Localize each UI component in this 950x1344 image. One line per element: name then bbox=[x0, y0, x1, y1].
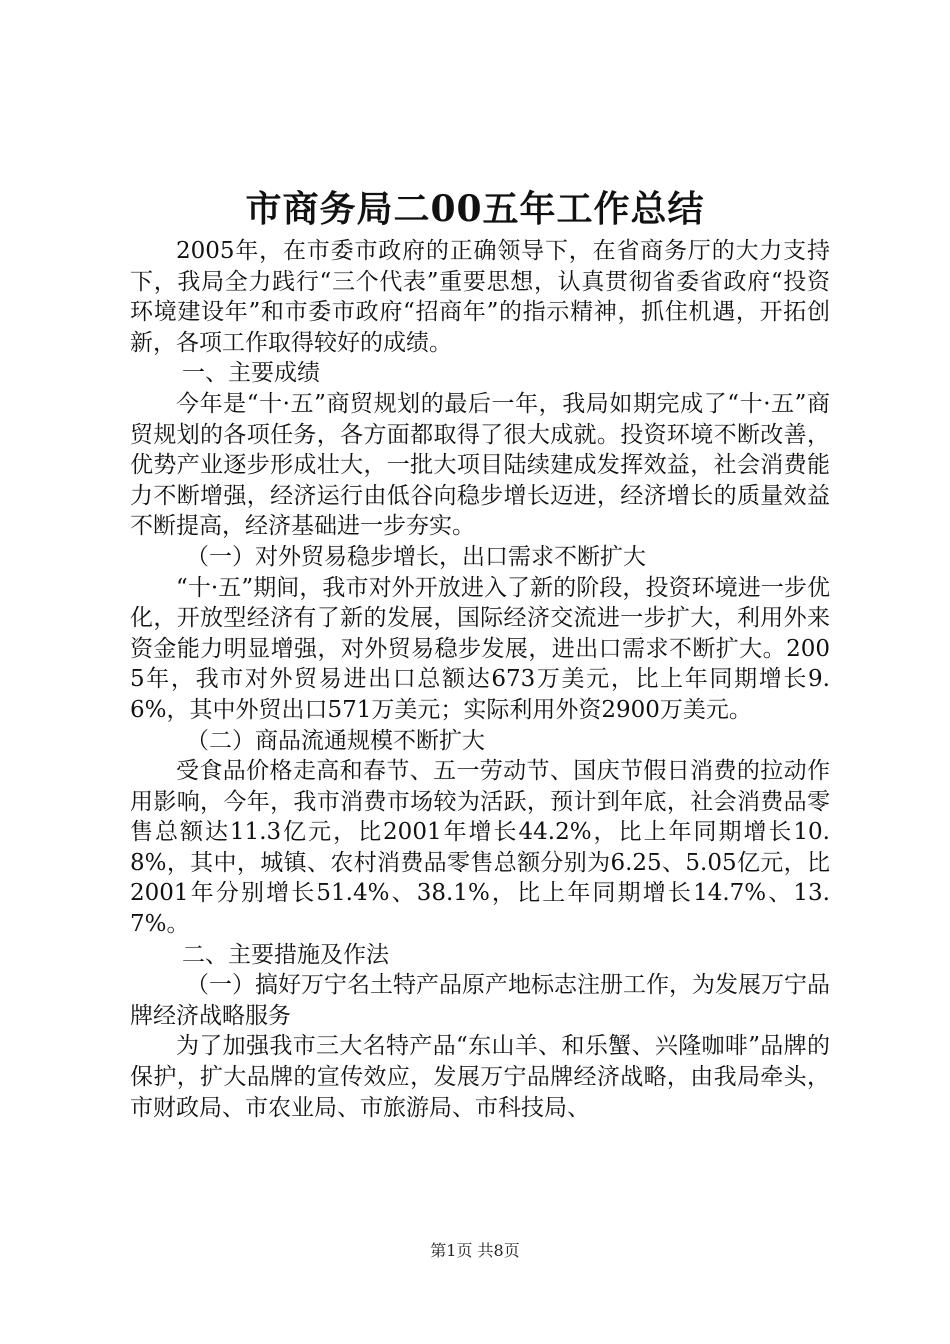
document-body bbox=[130, 236, 830, 1123]
section-heading-measures: 二、主要措施及作法 bbox=[182, 941, 389, 968]
body-paragraph: 受食品价格走高和春节、五一劳动节、国庆节假日消费的拉动作用影响，今年，我市消费市场较为活跃，预计到年底，社会消费品零售总额达11.3亿元，比2001年增长44.2%，比上年同期增长10.8%，其中，城镇、农村消费品零售总额分别为6.25、5.05亿元，比2001年分别增长51.4%、38.1%，比上年同期增长14.7%、13.7%。 bbox=[130, 758, 830, 938]
document-title: 市商务局二00五年工作总结 bbox=[245, 188, 705, 230]
body-paragraph: “十·五”期间，我市对外开放进入了新的阶段，投资环境进一步优化，开放型经济有了新的发展，国际经济交流进一步扩大，利用外来资金能力明显增强，对外贸易稳步发展，进出口需求不断扩大。2005年，我市对外贸易进出口总额达673万美元，比上年同期增长9.6%，其中外贸出口571万美元；实际利用外资2900万美元。 bbox=[130, 574, 830, 723]
subsection-heading-commodity-circulation: （二）商品流通规模不断扩大 bbox=[186, 727, 485, 754]
body-paragraph: 今年是“十·五”商贸规划的最后一年，我局如期完成了“十·五”商贸规划的各项任务，各方面都取得了很大成就。投资环境不断改善，优势产业逐步形成壮大，一批大项目陆续建成发挥效益，社会消费能力不断增强，经济运行由低谷向稳步增长迈进，经济增长的质量效益不断提高，经济基础进一步夯实。 bbox=[130, 390, 830, 540]
subsection-heading-origin-registration: （一）搞好万宁名土特产品原产地标志注册工作，为发展万宁品牌经济战略服务 bbox=[130, 972, 830, 1029]
section-heading-achievements: 一、主要成绩 bbox=[182, 360, 320, 387]
subsection-heading-foreign-trade: （一）对外贸易稳步增长，出口需求不断扩大 bbox=[186, 543, 646, 570]
body-paragraph: 为了加强我市三大名特产品“东山羊、和乐蟹、兴隆咖啡”品牌的保护，扩大品牌的宣传效应，发展万宁品牌经济战略，由我局牵头，市财政局、市农业局、市旅游局、市科技局、 bbox=[130, 1033, 830, 1121]
page-footer: 第1页 共8页 bbox=[430, 1241, 520, 1260]
intro-paragraph: 2005年，在市委市政府的正确领导下，在省商务厅的大力支持下，我局全力践行“三个代表”重要思想，认真贯彻省委省政府“投资环境建设年”和市委市政府“招商年”的指示精神，抓住机遇，开拓创新，各项工作取得较好的成绩。 bbox=[130, 238, 830, 356]
